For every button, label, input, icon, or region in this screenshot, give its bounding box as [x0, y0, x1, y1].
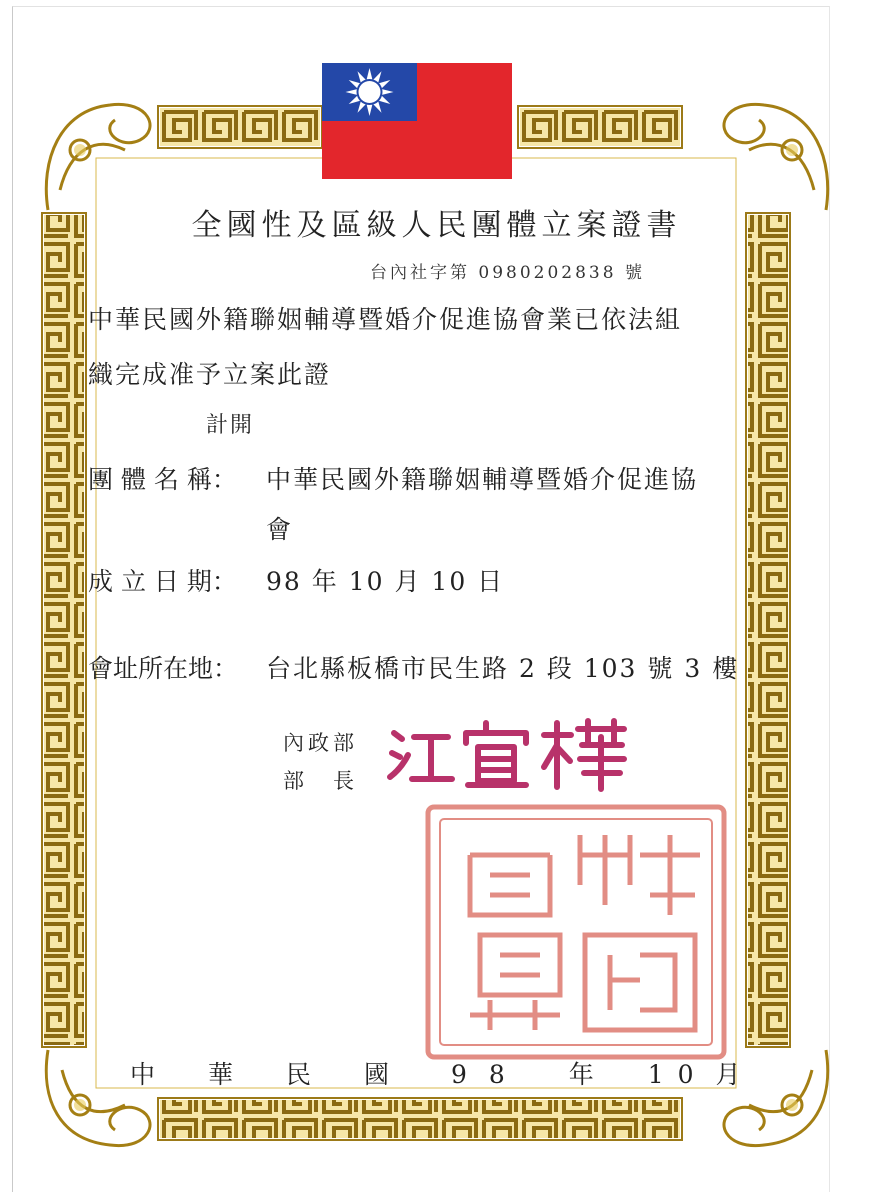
name-value-line-2: 會 — [266, 515, 294, 544]
national-flag-icon — [322, 63, 512, 179]
issue-date — [130, 1055, 740, 1091]
date-label: 成 立 日 期： — [88, 567, 237, 596]
address-value: 台北縣板橋市民生路 2 段 103 號 3 樓 — [266, 654, 740, 683]
issue-era: 中 華 民 國 — [130, 1060, 404, 1089]
statement-line-1: 中華民國外籍聯姻輔導暨婚介促進協會業已依法組 — [88, 305, 683, 334]
issue-month: 10 — [647, 1060, 708, 1089]
issue-year: 98 — [450, 1060, 527, 1089]
seal-text: 內政部印 — [410, 795, 414, 796]
signer-position: 部 長 — [283, 769, 358, 793]
statement-line-2: 織完成准予立案此證 — [88, 360, 332, 389]
official-seal — [410, 795, 740, 1065]
address-label: 會址所在地： — [88, 654, 239, 683]
issue-month-unit: 月 — [715, 1060, 741, 1089]
name-label: 團 體 名 稱： — [88, 465, 237, 494]
handwritten-signature — [386, 715, 636, 795]
certificate-title: 全國性及區級人民團體立案證書 — [191, 208, 682, 243]
date-value: 98 年 10 月 10 日 — [266, 567, 505, 596]
signer-ministry: 內政部 — [283, 731, 358, 755]
name-row — [88, 460, 698, 496]
date-row — [88, 562, 504, 598]
issue-year-unit: 年 — [568, 1060, 594, 1089]
list-heading: 計開 — [206, 413, 255, 438]
certificate-number: 台內社字第 0980202838 號 — [370, 263, 645, 283]
name-value-line-1: 中華民國外籍聯姻輔導暨婚介促進協 — [266, 465, 699, 494]
address-row — [88, 649, 739, 685]
